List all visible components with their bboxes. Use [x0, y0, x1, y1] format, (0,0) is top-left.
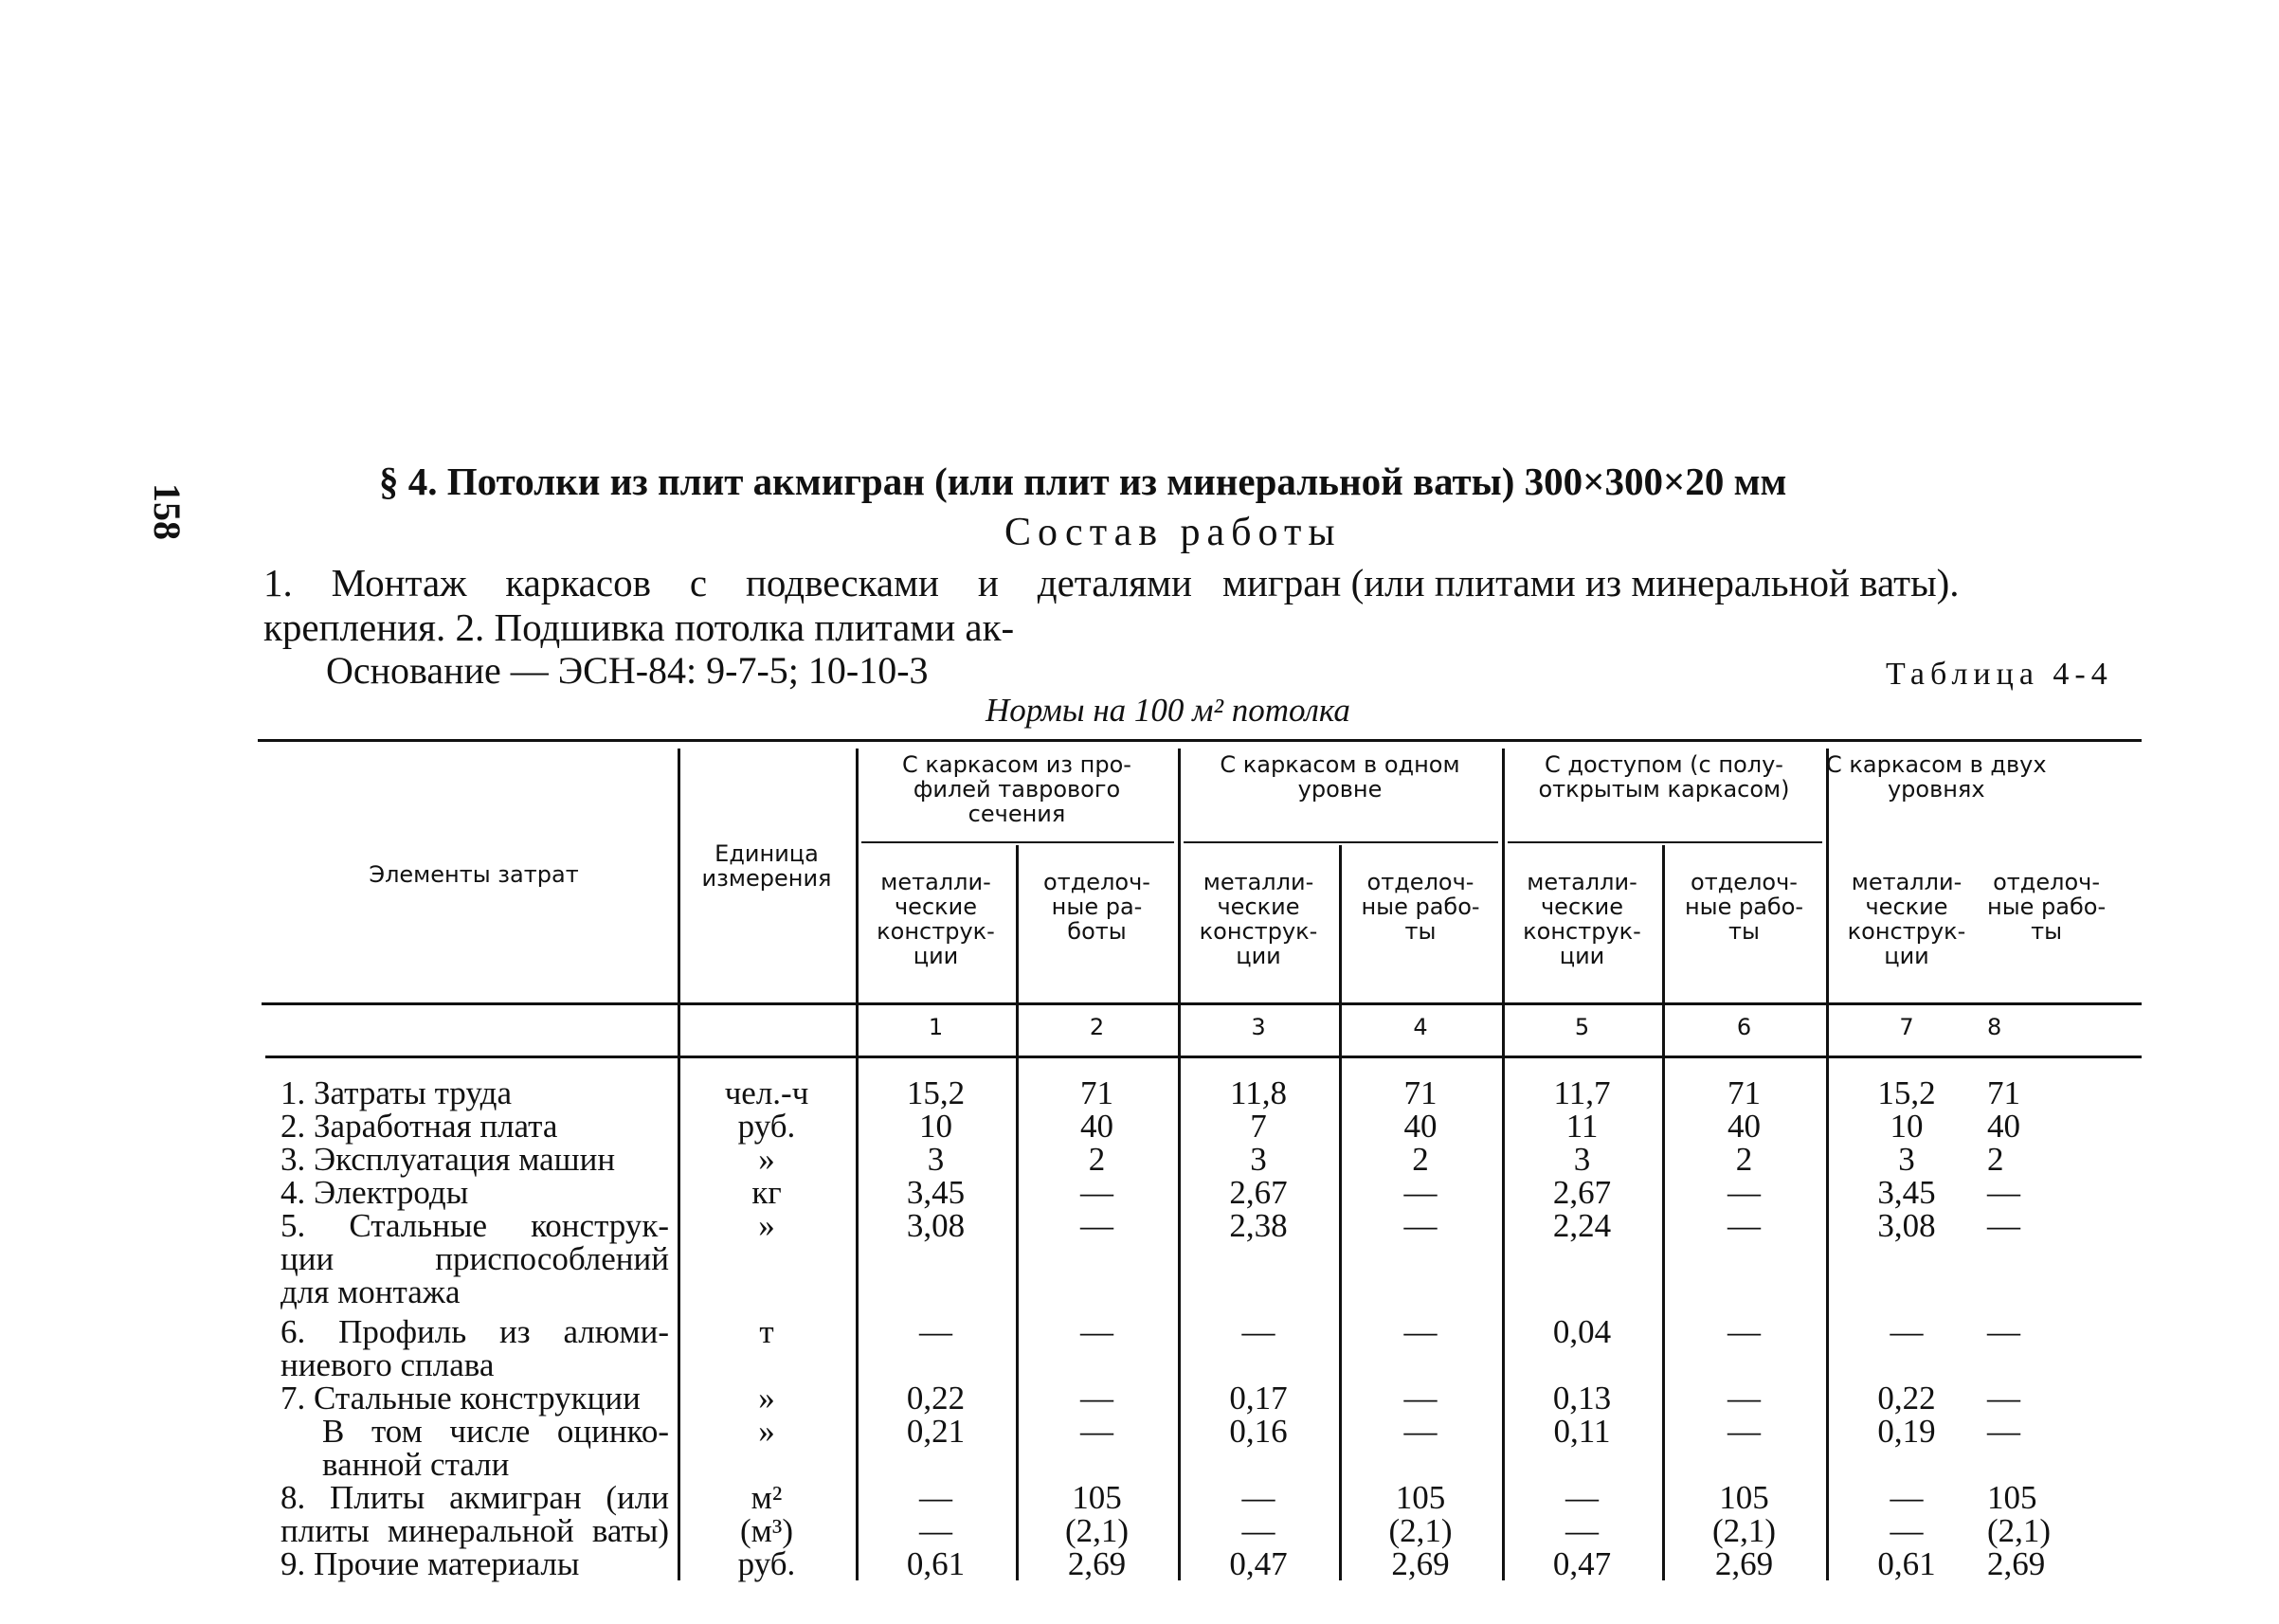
table-cell: — — [1403, 1380, 1438, 1416]
row-label: 1. Затраты труда — [280, 1074, 512, 1111]
table-cell: — — [1890, 1512, 1924, 1549]
table-cell: 40 — [1080, 1108, 1113, 1145]
table-cell: — — [1890, 1479, 1924, 1516]
header-subcolumn: металли- ческие конструк- ции — [1199, 869, 1318, 969]
table-cell: 3 — [1250, 1141, 1267, 1178]
row-label: 2. Заработная плата — [280, 1108, 558, 1145]
column-number: 6 — [1736, 1014, 1752, 1040]
table-cell: 40 — [1727, 1108, 1761, 1145]
table-cell: — — [1080, 1380, 1113, 1416]
row-unit: т — [759, 1313, 774, 1350]
column-number: 5 — [1574, 1014, 1590, 1040]
table-cell: 0,16 — [1229, 1413, 1288, 1450]
row-label: для монтажа — [280, 1273, 461, 1310]
table-cell: — — [1727, 1380, 1761, 1416]
table-cell: — — [1403, 1413, 1438, 1450]
table-cell: 2,24 — [1552, 1207, 1612, 1244]
table-cell: (2,1) — [1987, 1512, 2052, 1549]
table-cell: 71 — [1727, 1074, 1761, 1111]
row-unit: » — [758, 1380, 775, 1416]
table-cell: — — [1565, 1479, 1599, 1516]
table-cell: 3,45 — [1877, 1174, 1936, 1211]
table-cell: 3 — [1898, 1141, 1915, 1178]
page-number: 158 — [146, 483, 189, 540]
header-elements: Элементы затрат — [369, 861, 579, 888]
table-cell: 15,2 — [906, 1074, 966, 1111]
work-line: крепления. 2. Подшивка потолка плитами ак- — [263, 605, 1015, 649]
table-cell: 2,69 — [1391, 1545, 1450, 1582]
table-cell: — — [1241, 1479, 1275, 1516]
row-label: 8. Плиты акмигран (или — [280, 1479, 669, 1516]
row-unit: кг — [751, 1174, 782, 1211]
table-cell: 3 — [927, 1141, 945, 1178]
table-cell: 105 — [1072, 1479, 1122, 1516]
table-cell: — — [919, 1512, 952, 1549]
work-line: 1. Монтаж каркасов с подвесками и деталями — [263, 561, 1192, 604]
table-cell: — — [1080, 1413, 1113, 1450]
table-cell: — — [1080, 1207, 1113, 1244]
row-unit: (м³) — [740, 1512, 793, 1549]
row-unit: » — [758, 1141, 775, 1178]
table-cell: (2,1) — [1388, 1512, 1453, 1549]
column-number: 8 — [1987, 1014, 2002, 1040]
section-title: § 4. Потолки из плит акмигран (или плит из минеральной ваты) 300×300×20 мм — [379, 460, 1787, 503]
group-rule — [1508, 841, 1822, 843]
table-cell: — — [1403, 1313, 1438, 1350]
table-cell: 71 — [1403, 1074, 1438, 1111]
header-subcolumn: отделоч- ные рабо- ты — [1987, 869, 2107, 945]
row-label: В том числе оцинко- — [322, 1413, 669, 1450]
row-label: плиты минеральной ваты) — [280, 1512, 669, 1549]
table-cell: 0,22 — [1877, 1380, 1936, 1416]
table-cell: 11 — [1565, 1108, 1599, 1145]
table-cell: 2,67 — [1552, 1174, 1612, 1211]
row-unit: » — [758, 1207, 775, 1244]
table-cell: 0,04 — [1552, 1313, 1612, 1350]
column-number: 7 — [1899, 1014, 1914, 1040]
group-rule — [1184, 841, 1498, 843]
column-number: 4 — [1413, 1014, 1428, 1040]
table-cell: 0,17 — [1229, 1380, 1288, 1416]
table-cell: 0,47 — [1552, 1545, 1612, 1582]
table-cell: 2,69 — [1987, 1545, 2046, 1582]
table-cell: 40 — [1403, 1108, 1438, 1145]
row-label: 9. Прочие материалы — [280, 1545, 580, 1582]
header-subcolumn: металли- ческие конструк- ции — [1847, 869, 1966, 969]
row-unit: руб. — [737, 1545, 796, 1582]
header-subcolumn: отделоч- ные ра- боты — [1043, 869, 1150, 945]
row-label: ции приспособлений — [280, 1240, 669, 1277]
table-cell: 2,67 — [1229, 1174, 1288, 1211]
norms-caption: Нормы на 100 м² потолка — [986, 692, 1350, 729]
header-group: С каркасом в двух уровнях — [1826, 751, 2047, 803]
row-unit: м² — [751, 1479, 783, 1516]
table-cell: 71 — [1987, 1074, 2020, 1111]
table-cell: — — [1403, 1174, 1438, 1211]
table-cell: 40 — [1987, 1108, 2020, 1145]
table-cell: — — [1987, 1207, 2020, 1244]
table-cell: 2,38 — [1229, 1207, 1288, 1244]
row-label: ниевого сплава — [280, 1346, 495, 1383]
table-cell: 0,13 — [1552, 1380, 1612, 1416]
table-cell: — — [1987, 1413, 2020, 1450]
table-number-rule — [265, 1056, 2142, 1058]
table-cell: 10 — [1890, 1108, 1924, 1145]
header-group: С каркасом из про- филей таврового сечения — [902, 751, 1131, 827]
table-top-rule — [258, 739, 2142, 742]
column-number: 1 — [928, 1014, 944, 1040]
table-cell: — — [1890, 1313, 1924, 1350]
table-cell: — — [1241, 1313, 1275, 1350]
table-cell: 11,7 — [1553, 1074, 1611, 1111]
table-cell: — — [919, 1479, 952, 1516]
table-cell: 0,61 — [906, 1545, 966, 1582]
table-cell: — — [1241, 1512, 1275, 1549]
table-cell: 3,45 — [906, 1174, 966, 1211]
table-cell: 2 — [1987, 1141, 2004, 1178]
header-subcolumn: металли- ческие конструк- ции — [877, 869, 995, 969]
table-cell: 15,2 — [1877, 1074, 1936, 1111]
table-header-rule — [262, 1002, 2142, 1005]
work-composition-heading: Состав работы — [1004, 511, 1342, 554]
table-cell: 3,08 — [1877, 1207, 1936, 1244]
table-cell: — — [1727, 1174, 1761, 1211]
row-label: 6. Профиль из алюми- — [280, 1313, 669, 1350]
table-cell: 11,8 — [1230, 1074, 1287, 1111]
table-cell: 105 — [1395, 1479, 1446, 1516]
row-label: 5. Стальные конструк- — [280, 1207, 669, 1244]
row-label: 7. Стальные конструкции — [280, 1380, 641, 1416]
table-cell: 2 — [1412, 1141, 1429, 1178]
table-cell: 2,69 — [1714, 1545, 1774, 1582]
header-subcolumn: металли- ческие конструк- ции — [1523, 869, 1641, 969]
table-cell: (2,1) — [1711, 1512, 1777, 1549]
table-cell: 2,69 — [1067, 1545, 1127, 1582]
table-cell: 2 — [1088, 1141, 1106, 1178]
work-composition-continuation: мигран (или плитами из минеральной ваты). — [1222, 561, 1960, 604]
row-label: 4. Электроды — [280, 1174, 469, 1211]
table-cell: 0,47 — [1229, 1545, 1288, 1582]
table-cell: 0,11 — [1553, 1413, 1611, 1450]
table-cell: — — [1987, 1313, 2020, 1350]
row-unit: чел.-ч — [724, 1074, 809, 1111]
table-cell: — — [1987, 1380, 2020, 1416]
table-cell: 3 — [1573, 1141, 1591, 1178]
table-cell: — — [1080, 1313, 1113, 1350]
table-cell: — — [1727, 1313, 1761, 1350]
table-cell: 7 — [1250, 1108, 1267, 1145]
table-cell: — — [1727, 1413, 1761, 1450]
table-cell: 71 — [1080, 1074, 1113, 1111]
table-cell: (2,1) — [1064, 1512, 1130, 1549]
table-cell: 10 — [919, 1108, 952, 1145]
basis-reference: Основание — ЭСН-84: 9-7-5; 10-10-3 — [326, 649, 929, 692]
row-label: 3. Эксплуатация машин — [280, 1141, 616, 1178]
table-cell: — — [1080, 1174, 1113, 1211]
header-subcolumn: отделоч- ные рабо- ты — [1684, 869, 1804, 945]
work-composition-text — [263, 561, 1192, 650]
table-cell: — — [919, 1313, 952, 1350]
table-label: Таблица 4-4 — [1886, 657, 2113, 692]
table-cell: 0,22 — [906, 1380, 966, 1416]
table-cell: — — [1565, 1512, 1599, 1549]
table-cell: 0,21 — [906, 1413, 966, 1450]
table-cell: 105 — [1719, 1479, 1769, 1516]
header-group: С каркасом в одном уровне — [1220, 751, 1460, 803]
column-number: 3 — [1251, 1014, 1266, 1040]
table-cell: 105 — [1987, 1479, 2037, 1516]
table-cell: 0,61 — [1877, 1545, 1936, 1582]
row-unit: » — [758, 1413, 775, 1450]
table-cell: 2 — [1735, 1141, 1753, 1178]
row-label: ванной стали — [322, 1446, 510, 1483]
header-subcolumn: отделоч- ные рабо- ты — [1361, 869, 1480, 945]
table-cell: — — [1727, 1207, 1761, 1244]
group-rule — [861, 841, 1174, 843]
header-unit: Единица измерения — [701, 840, 832, 892]
table-cell: 0,19 — [1877, 1413, 1936, 1450]
row-unit: руб. — [737, 1108, 796, 1145]
table-cell: 3,08 — [906, 1207, 966, 1244]
table-cell: — — [1987, 1174, 2020, 1211]
table-cell: — — [1403, 1207, 1438, 1244]
header-group: С доступом (с полу- открытым каркасом) — [1538, 751, 1790, 803]
column-number: 2 — [1089, 1014, 1105, 1040]
